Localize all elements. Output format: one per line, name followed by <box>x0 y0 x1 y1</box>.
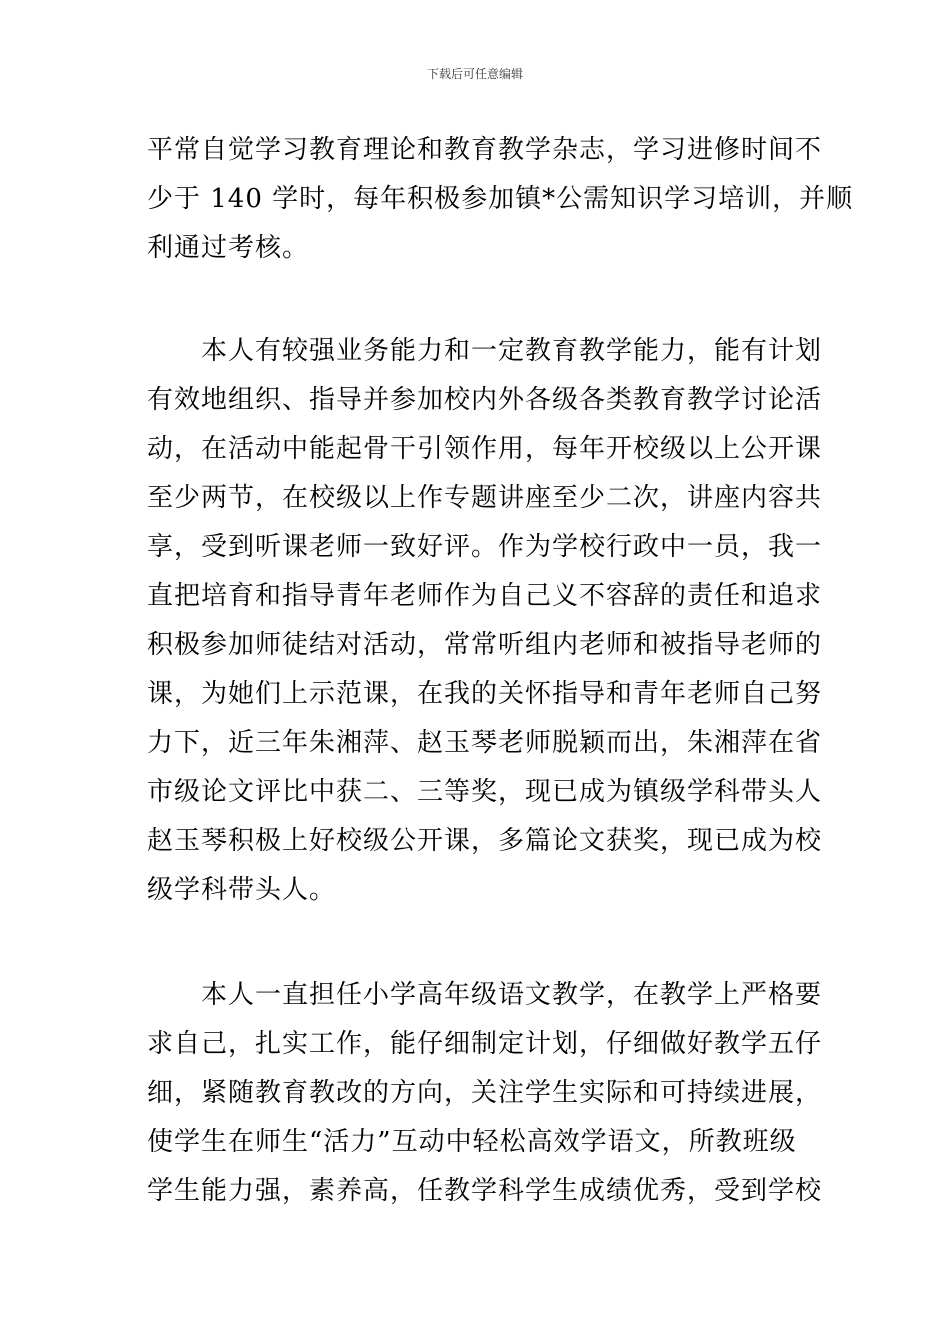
text-line: 力下，近三年朱湘萍、赵玉琴老师脱颖而出，朱湘萍在省 <box>147 728 823 758</box>
text-line: 学生能力强，素养高，任教学科学生成绩优秀，受到学校 <box>147 1176 823 1206</box>
text-line: 使学生在师生“活力”互动中轻松高效学语文，所教班级 <box>147 1127 797 1157</box>
text-line: 赵玉琴积极上好校级公开课，多篇论文获奖，现已成为校 <box>147 826 823 856</box>
text-line: 求自己，扎实工作，能仔细制定计划，仔细做好教学五仔 <box>147 1029 823 1059</box>
text-line: 课，为她们上示范课，在我的关怀指导和青年老师自己努 <box>147 679 823 709</box>
paragraph-1 <box>147 126 853 273</box>
text-line: 有效地组织、指导并参加校内外各级各类教育教学讨论活 <box>147 385 823 415</box>
text-line: 市级论文评比中获二、三等奖，现已成为镇级学科带头人 <box>147 777 823 807</box>
page-header: 下载后可任意编辑 <box>426 67 523 81</box>
text-line: 动，在活动中能起骨干引领作用，每年开校级以上公开课 <box>147 434 823 464</box>
text-line: 细，紧随教育教改的方向，关注学生实际和可持续进展， <box>147 1078 823 1108</box>
text-line: 本人有较强业务能力和一定教育教学能力，能有计划 <box>201 336 823 366</box>
text-line: 级学科带头人。 <box>147 875 337 905</box>
text-line: 享，受到听课老师一致好评。作为学校行政中一员，我一 <box>147 532 823 562</box>
text-line: 利通过考核。 <box>147 233 310 263</box>
paragraph-3 <box>147 971 822 1216</box>
text-line: 平常自觉学习教育理论和教育教学杂志，学习进修时间不 <box>147 135 823 165</box>
text-line: 本人一直担任小学高年级语文教学，在教学上严格要 <box>201 980 823 1010</box>
text-line: 至少两节，在校级以上作专题讲座至少二次，讲座内容共 <box>147 483 823 513</box>
paragraph-2 <box>147 327 822 915</box>
text-line: 积极参加师徒结对活动，常常听组内老师和被指导老师的 <box>147 630 823 660</box>
text-line: 少于 140 学时，每年积极参加镇*公需知识学习培训，并顺 <box>147 184 854 214</box>
text-line: 直把培育和指导青年老师作为自己义不容辞的责任和追求 <box>147 581 823 611</box>
